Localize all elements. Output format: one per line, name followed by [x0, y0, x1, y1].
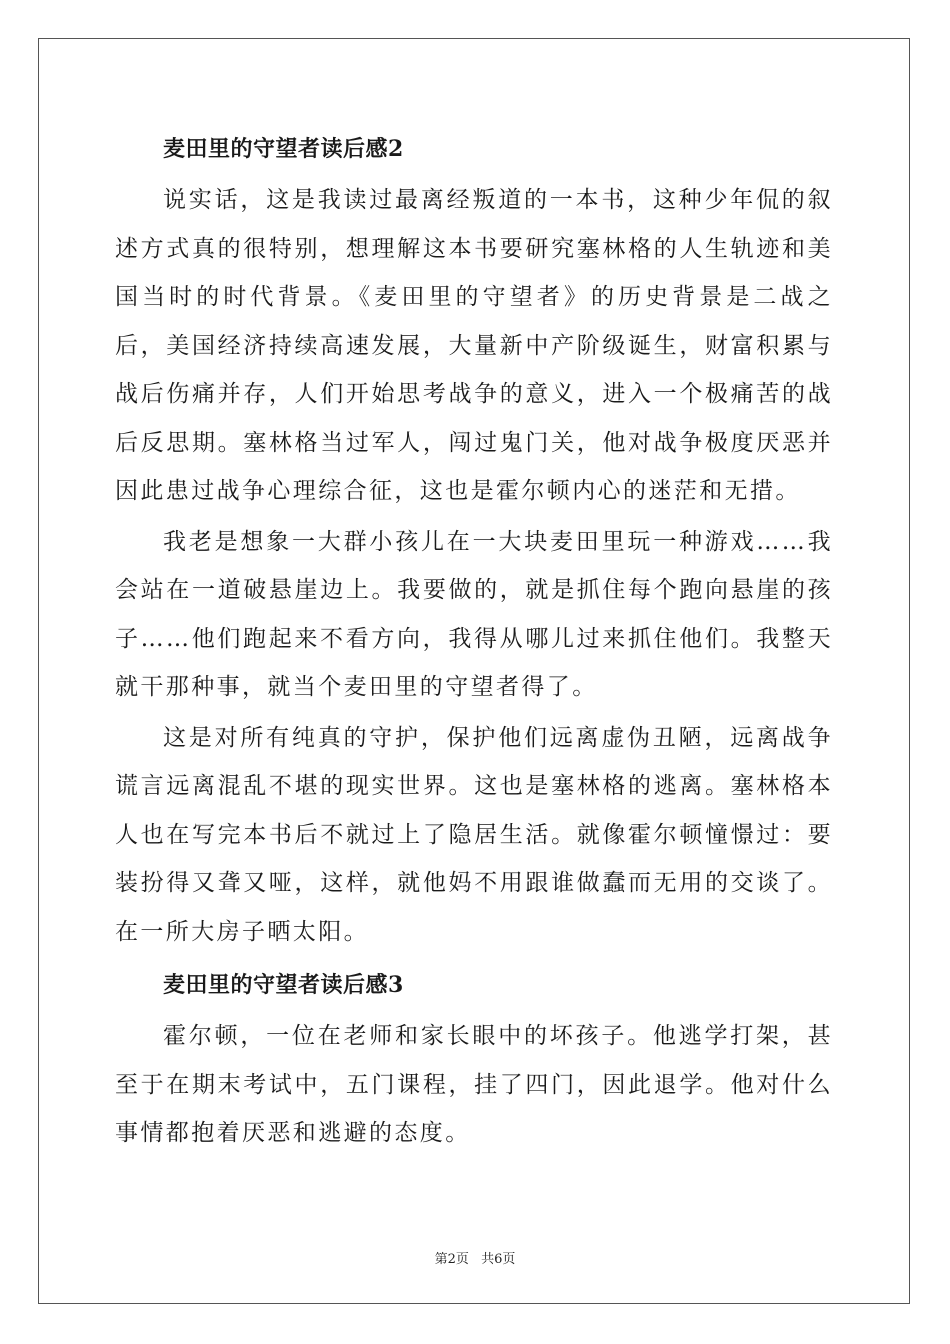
- section-heading: 麦田里的守望者读后感3: [163, 972, 404, 998]
- document-body: [115, 122, 833, 1160]
- paragraph: 说实话，这是我读过最离经叛道的一本书，这种少年侃的叙述方式真的很特别，想理解这本书要研究塞林格的人生轨迹和美国当时的时代背景。《麦田里的守望者》的历史背景是二战之后，美国经济持续高速发展，大量新中产阶级诞生，财富积累与战后伤痛并存，人们开始思考战争的意义，进入一个极痛苦的战后反思期。塞林格当过军人，闯过鬼门关，他对战争极度厌恶并因此患过战争心理综合征，这也是霍尔顿内心的迷茫和无措。: [115, 187, 833, 504]
- page-total: 共6页: [481, 1252, 516, 1267]
- page-number: 第2页: [434, 1252, 469, 1267]
- paragraph: 霍尔顿，一位在老师和家长眼中的坏孩子。他逃学打架，甚至于在期末考试中，五门课程，挂了四门，因此退学。他对什么事情都抱着厌恶和逃避的态度。: [115, 1023, 833, 1146]
- section-heading: 麦田里的守望者读后感2: [163, 136, 404, 162]
- essay-section-3: [115, 958, 833, 1158]
- page-footer: [0, 1248, 950, 1267]
- paragraph: 我老是想象一大群小孩儿在一大块麦田里玩一种游戏……我会站在一道破悬崖边上。我要做的，就是抓住每个跑向悬崖的孩子……他们跑起来不看方向，我得从哪儿过来抓住他们。我整天就干那种事，就当个麦田里的守望者得了。: [115, 528, 833, 700]
- essay-section-2: [115, 122, 833, 956]
- paragraph: 这是对所有纯真的守护，保护他们远离虚伪丑陋，远离战争谎言远离混乱不堪的现实世界。这也是塞林格的逃离。塞林格本人也在写完本书后不就过上了隐居生活。就像霍尔顿憧憬过：要装扮得又聋又哑，这样，就他妈不用跟谁做蠢而无用的交谈了。在一所大房子晒太阳。: [115, 724, 833, 945]
